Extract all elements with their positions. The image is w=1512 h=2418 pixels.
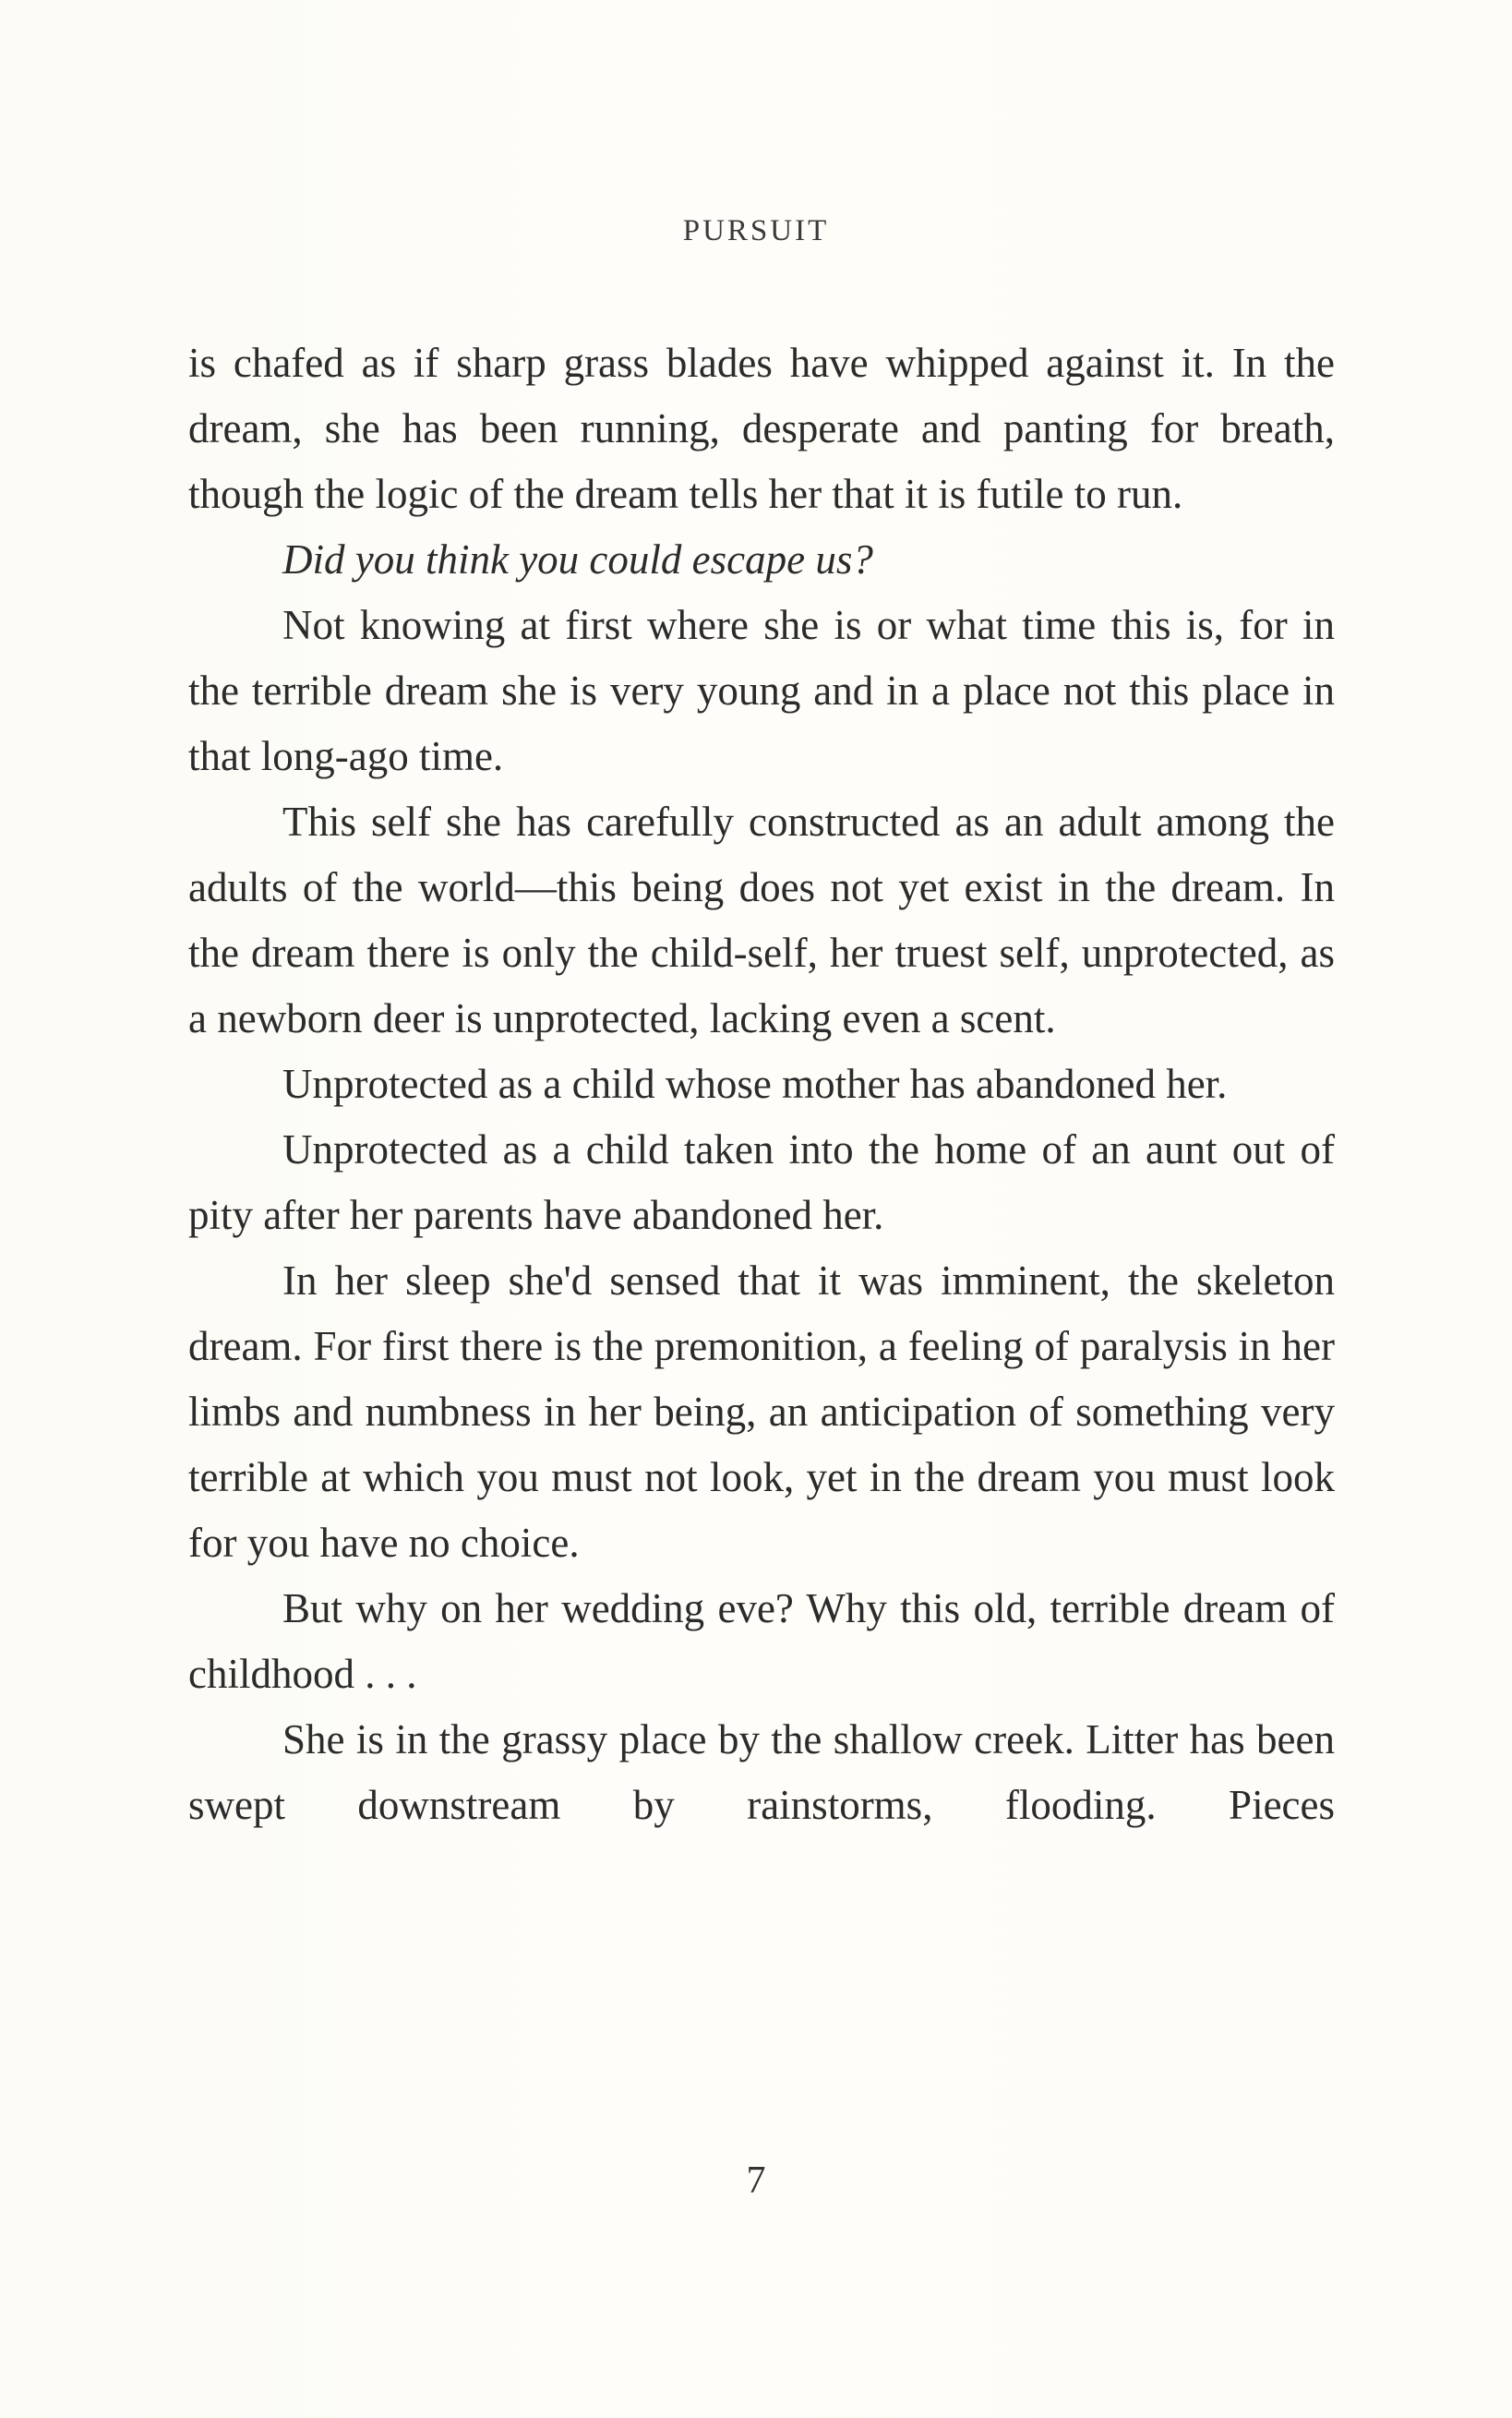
paragraph bbox=[188, 527, 1335, 593]
running-head: PURSUIT bbox=[682, 214, 830, 247]
paragraph: Not knowing at first where she is or what time this is, for in the terrible dream she is very young and in a place not this place in that long-ago time. bbox=[188, 602, 1335, 779]
italic-line: Did you think you could escape us? bbox=[282, 536, 873, 583]
body-text bbox=[188, 331, 1335, 1838]
paragraph: This self she has carefully constructed as an adult among the adults of the world—this being does not yet exist in the dream. In the dream there is only the child-self, her truest self, unprotected, as a newborn deer is unprotected, lacking even a scent. bbox=[188, 799, 1335, 1041]
paragraph: She is in the grassy place by the shallow creek. Litter has been swept downstream by rainstorms, flooding. Pieces bbox=[188, 1716, 1335, 1828]
paragraph: In her sleep she'd sensed that it was imminent, the skeleton dream. For first there is the premonition, a feeling of paralysis in her limbs and numbness in her being, an anticipation of something very terrible at which you must not look, yet in the dream you must look for you have no choice. bbox=[188, 1257, 1335, 1566]
paragraph: Unprotected as a child taken into the home of an aunt out of pity after her parents have abandoned her. bbox=[188, 1126, 1335, 1238]
page-number: 7 bbox=[746, 2159, 766, 2202]
paragraph: Unprotected as a child whose mother has abandoned her. bbox=[282, 1061, 1228, 1107]
paragraph: is chafed as if sharp grass blades have whipped against it. In the dream, she has been running, desperate and panting for breath, though the logic of the dream tells her that it is futile to run. bbox=[188, 340, 1335, 517]
paragraph: But why on her wedding eve? Why this old, terrible dream of childhood . . . bbox=[188, 1585, 1335, 1697]
